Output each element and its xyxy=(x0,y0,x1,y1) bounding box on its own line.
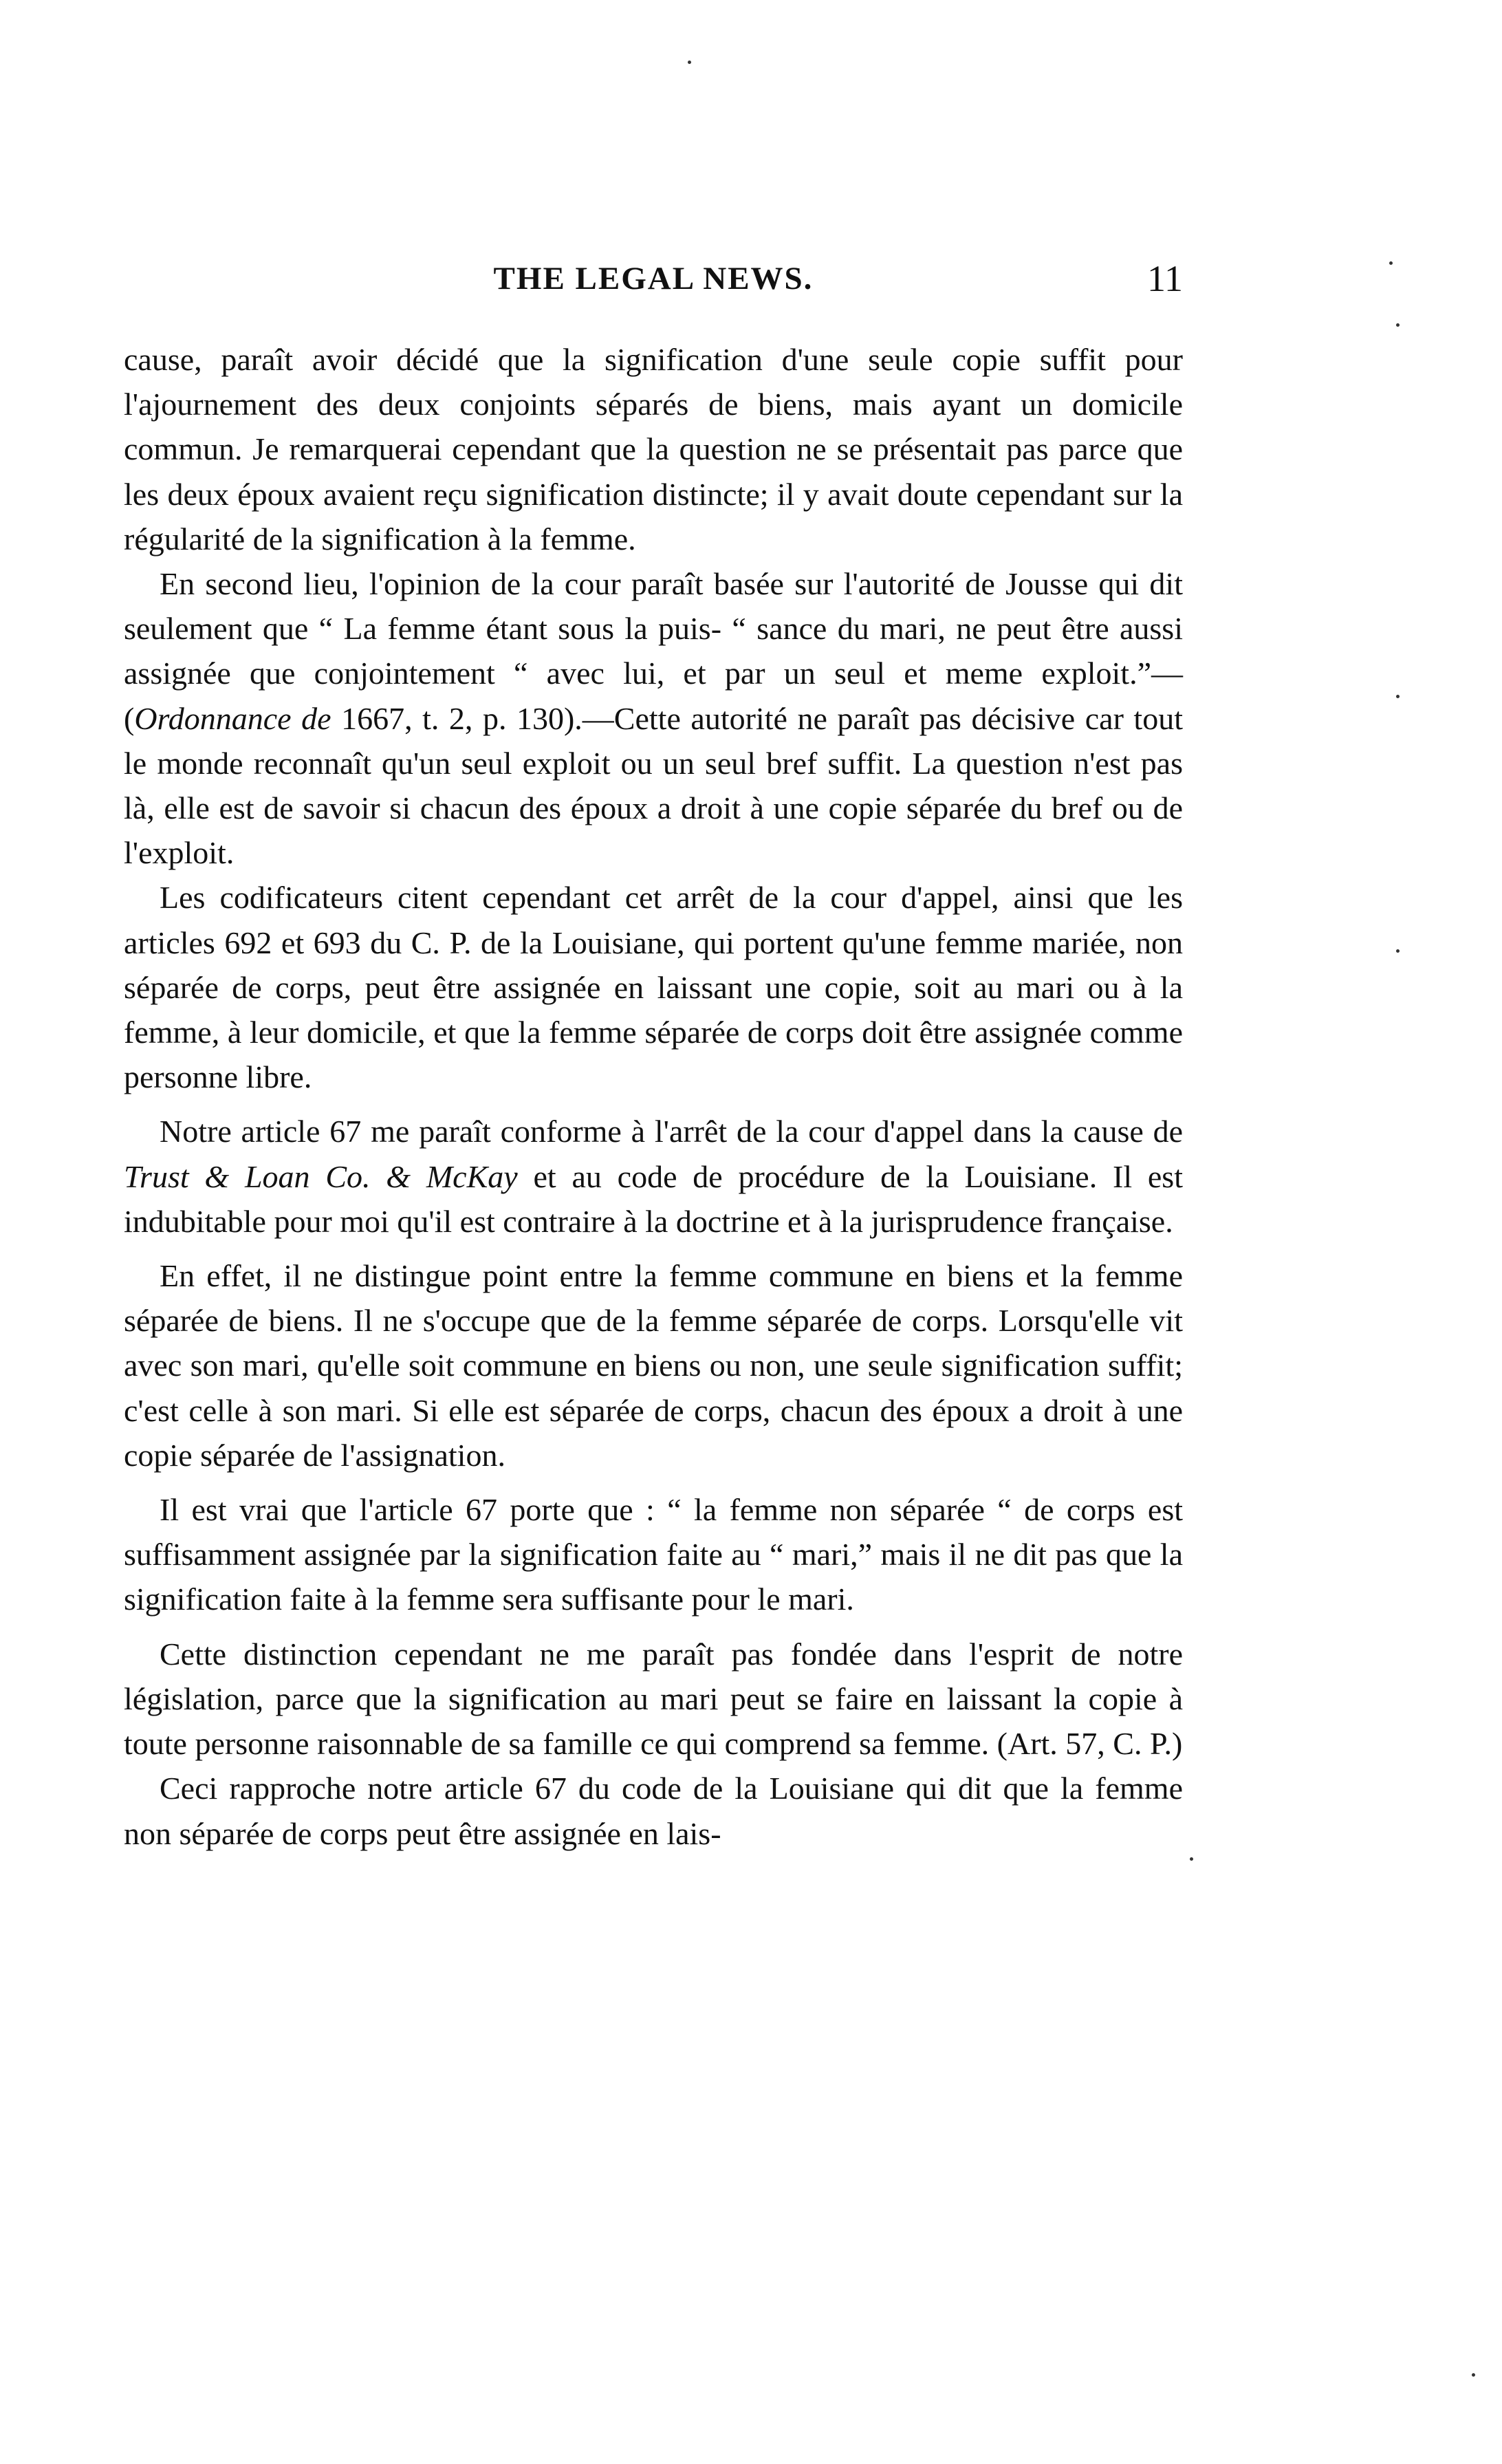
running-head xyxy=(124,260,1183,301)
paragraph-text: En effet, il ne distingue point entre la femme commune en biens et la femme séparée de biens. Il ne s'occupe que de la femme séparée de corps. Lorsqu'elle vit avec son mari, qu'elle soit commune en biens ou non, une seule signification suffit; c'est celle à son mari. Si elle est séparée de corps, chacun des époux a droit à une copie séparée de l'assignation. xyxy=(124,1258,1183,1473)
paragraph-7 xyxy=(124,1632,1183,1766)
paragraph-text: 1667, t. 2, p. 130).—Cette autorité ne paraît pas décisive car tout le monde reconnaît qu'un seul exploit ou un seul bref suffit. La question n'est pas là, elle est de savoir si chacun des époux a droit à une copie séparée du bref ou de l'exploit. xyxy=(124,700,1183,871)
paragraph-text: En second lieu, l'opinion de la cour paraît basée sur l'autorité de Jousse qui dit seulement que “ La femme étant sous la puis- “ sance du mari, ne peut être aussi assignée que conjointement “ avec lui, et par un seul et meme exploit.”—( xyxy=(124,566,1183,736)
scan-speck xyxy=(1396,695,1400,698)
paragraph-1 xyxy=(124,337,1183,561)
scan-speck xyxy=(1396,323,1400,327)
paragraph-text: Notre article 67 me paraît conforme à l'arrêt de la cour d'appel dans la cause de xyxy=(160,1114,1183,1149)
paragraph-6 xyxy=(124,1487,1183,1622)
paragraph-2 xyxy=(124,561,1183,875)
paragraph-text: et au code de procédure de la Louisiane. Il est indubitable pour moi qu'il est contraire à la doctrine et à la jurisprudence française. xyxy=(124,1158,1183,1239)
scan-speck xyxy=(1396,949,1400,953)
scan-speck xyxy=(688,61,691,64)
scan-speck xyxy=(1389,261,1393,265)
journal-title: THE LEGAL NEWS. xyxy=(493,261,814,296)
paragraph-text: cause, paraît avoir décidé que la signification d'une seule copie suffit pour l'ajournement des deux conjoints séparés de biens, mais ayant un domicile commun. Je remarquerai cependant que la question ne se présentait pas parce que les deux époux avaient reçu signification distincte; il y avait doute cependant sur la régularité de la signification à la femme. xyxy=(124,342,1183,556)
paragraph-text: Les codificateurs citent cependant cet arrêt de la cour d'appel, ainsi que les articles 692 et 693 du C. P. de la Louisiane, qui portent qu'une femme mariée, non séparée de corps, peut être assignée en laissant une copie, soit au mari ou à la femme, à leur domicile, et que la femme séparée de corps doit être assignée comme personne libre. xyxy=(124,880,1183,1095)
paragraph-text: Ceci rapproche notre article 67 du code de la Louisiane qui dit que la femme non séparée de corps peut être assignée en lais- xyxy=(124,1771,1183,1851)
page-number: 11 xyxy=(1147,258,1183,299)
article-body xyxy=(124,337,1183,1856)
paragraph-5 xyxy=(124,1253,1183,1478)
paragraph-text: Cette distinction cependant ne me paraît pas fondée dans l'esprit de notre législation, parce que la signification au mari peut se faire en laissant la copie à toute personne raisonnable de sa famille ce qui comprend sa femme. (Art. 57, C. P.) xyxy=(124,1636,1183,1762)
case-name-italic: Trust & Loan Co. & McKay xyxy=(124,1158,518,1194)
scan-speck xyxy=(1190,1857,1193,1861)
paragraph-3 xyxy=(124,875,1183,1099)
citation-italic: Ordonnance de xyxy=(134,700,331,736)
paragraph-text: Il est vrai que l'article 67 porte que : “ la femme non séparée “ de corps est suffisamment assignée par la signification faite au “ mari,” mais il ne dit pas que la signification faite à la femme sera suffisante pour le mari. xyxy=(124,1492,1183,1617)
paragraph-4 xyxy=(124,1109,1183,1244)
paragraph-8 xyxy=(124,1766,1183,1855)
scan-speck xyxy=(1472,2373,1475,2377)
